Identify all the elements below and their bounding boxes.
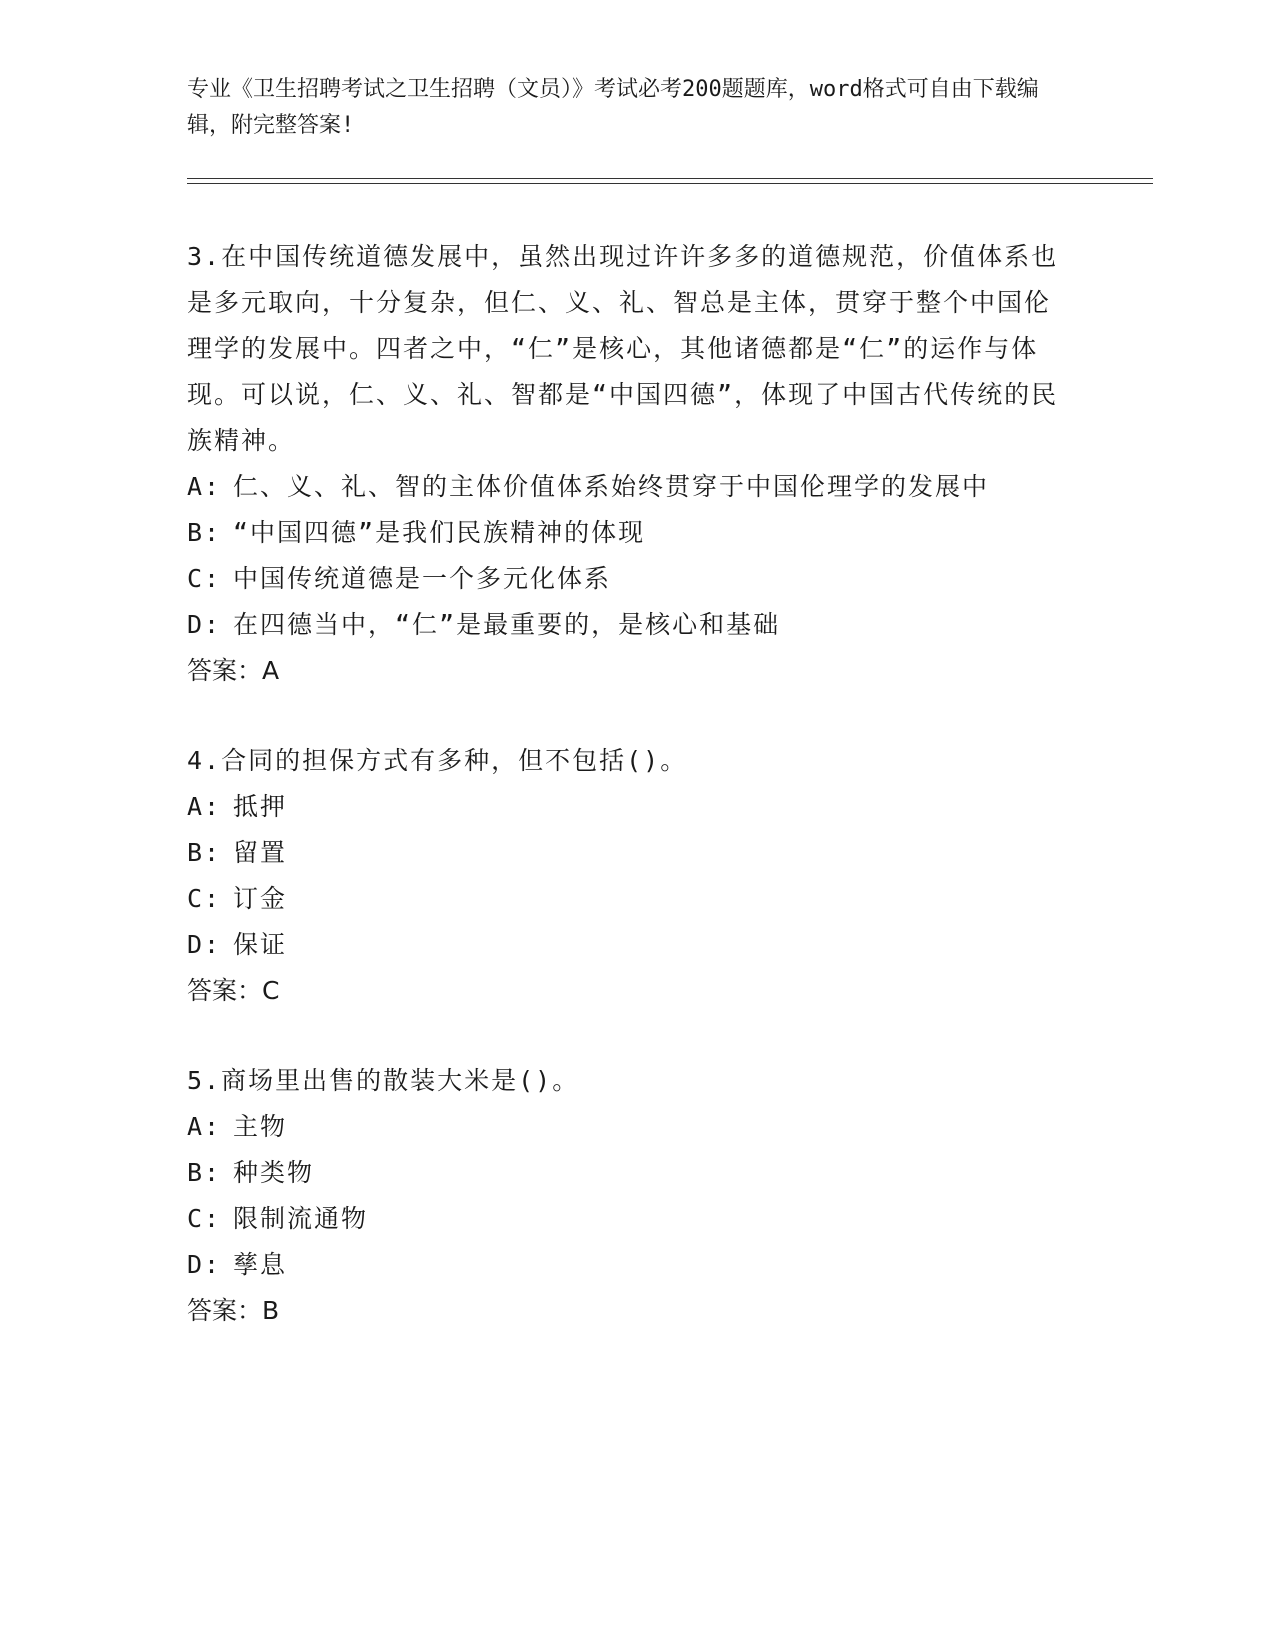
option-text: “中国四德”是我们民族精神的体现 [233, 518, 646, 547]
option-text: 仁、义、礼、智的主体价值体系始终贯穿于中国伦理学的发展中 [233, 472, 990, 501]
option-c [187, 1196, 1067, 1242]
option-c [187, 556, 1067, 602]
option-a [187, 784, 1067, 830]
option-letter: D: [187, 1250, 222, 1279]
option-text: 抵押 [233, 792, 288, 821]
option-text: 中国传统道德是一个多元化体系 [233, 564, 612, 593]
option-letter: B: [187, 1158, 222, 1187]
option-b [187, 1150, 1067, 1196]
document-header: 专业《卫生招聘考试之卫生招聘（文员）》考试必考200题题库，word格式可自由下载编辑，附完整答案! [187, 77, 1039, 138]
option-letter: A: [187, 472, 222, 501]
question-stem: 4.合同的担保方式有多种，但不包括()。 [187, 746, 688, 775]
question-4 [187, 738, 1067, 1014]
answer-line: 答案：A [187, 656, 280, 685]
question-list [187, 234, 1067, 1378]
option-text: 订金 [233, 884, 288, 913]
option-c [187, 876, 1067, 922]
option-d [187, 602, 1067, 648]
option-letter: D: [187, 610, 222, 639]
option-letter: A: [187, 1112, 222, 1141]
option-text: 限制流通物 [233, 1204, 369, 1233]
question-3 [187, 234, 1067, 694]
option-text: 在四德当中，“仁”是最重要的，是核心和基础 [233, 610, 781, 639]
question-5 [187, 1058, 1067, 1334]
option-d [187, 1242, 1067, 1288]
option-letter: D: [187, 930, 222, 959]
option-text: 主物 [233, 1112, 288, 1141]
answer-line: 答案：B [187, 1296, 280, 1325]
option-letter: A: [187, 792, 222, 821]
option-a [187, 464, 1067, 510]
header-divider-top [187, 178, 1153, 179]
option-b [187, 510, 1067, 556]
option-a [187, 1104, 1067, 1150]
option-letter: B: [187, 838, 222, 867]
option-letter: C: [187, 884, 222, 913]
option-letter: C: [187, 1204, 222, 1233]
header-divider-bottom [187, 183, 1153, 184]
option-text: 保证 [233, 930, 288, 959]
option-text: 孳息 [233, 1250, 288, 1279]
answer-line: 答案：C [187, 976, 280, 1005]
option-b [187, 830, 1067, 876]
option-letter: C: [187, 564, 222, 593]
option-d [187, 922, 1067, 968]
question-stem: 3.在中国传统道德发展中，虽然出现过许许多多的道德规范，价值体系也是多元取向，十分复杂，但仁、义、礼、智总是主体，贯穿于整个中国伦理学的发展中。四者之中，“仁”是核心，其他诸德都是“仁”的运作与体现。可以说，仁、义、礼、智都是“中国四德”，体现了中国古代传统的民族精神。 [187, 242, 1059, 455]
option-letter: B: [187, 518, 222, 547]
question-stem: 5.商场里出售的散装大米是()。 [187, 1066, 580, 1095]
option-text: 种类物 [233, 1158, 315, 1187]
option-text: 留置 [233, 838, 288, 867]
